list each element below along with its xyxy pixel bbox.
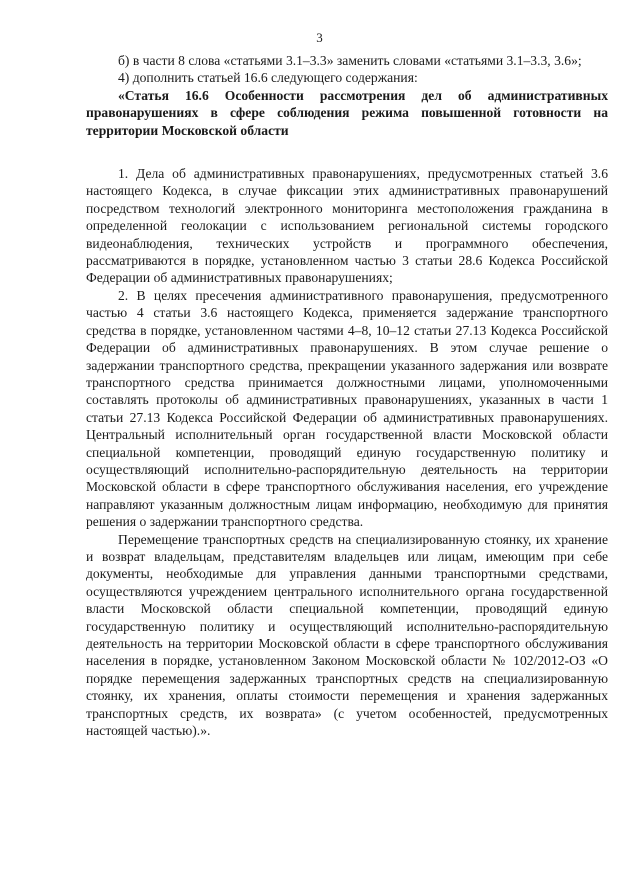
article-paragraph-3: Перемещение транспортных средств на специализированную стоянку, их хранение и возврат владельцам, представителям владельцев или лицам, имеющим при себе документы, необходимые для управления данными транспортными средствами, осуществляются учреждением центрального исполнительного органа государственной власти Московской области специальной компетенции, проводящий единую государственную политику и осуществляющий исполнительно-распорядительную деятельность на территории Московской области в сфере транспортного обслуживания населения в порядке, установленном Законом Московской области № 102/2012-ОЗ «О порядке перемещения задержанных транспортных средств на специализированную стоянку, их хранения, оплаты стоимости перемещения и хранения задержанных транспортных средств, их возврата» (с учетом особенностей, предусмотренных настоящей частью).».	[86, 531, 608, 739]
article-heading: «Статья 16.6 Особенности рассмотрения дел об административных правонарушениях в сфере соблюдения режима повышенной готовности на территории Московской области	[86, 87, 608, 138]
article-point-1: 1. Дела об административных правонарушениях, предусмотренных статьей 3.6 настоящего Кодекса, в случае фиксации этих административных правонарушений посредством технологий электронного мониторинга местоположения гражданина в определенной геолокации с использованием региональной системы городского видеонаблюдения, технических устройств и программного обеспечения, рассматриваются в порядке, установленном частью 3 статьи 28.6 Кодекса Российской Федерации об административных правонарушениях;	[86, 166, 608, 286]
spacer	[86, 139, 608, 165]
document-body	[86, 52, 608, 739]
page-number: 3	[316, 30, 323, 45]
amendment-item-4: 4) дополнить статьей 16.6 следующего содержания:	[118, 70, 418, 86]
amendment-item-b: б) в части 8 слова «статьями 3.1–3.3» заменить словами «статьями 3.1–3.3, 3.6»;	[118, 53, 582, 68]
article-point-2: 2. В целях пресечения административного правонарушения, предусмотренного частью 4 статьи 3.6 настоящего Кодекса, применяется задержание транспортного средства в порядке, установленном частями 4–8, 10–12 статьи 27.13 Кодекса Российской Федерации об административных правонарушениях. В этом случае решение о задержании транспортного средства, прекращении указанного задержания или возврате транспортного средства принимается должностными лицами, уполномоченными составлять протоколы об административных правонарушениях, указанных в части 1 статьи 27.13 Кодекса Российской Федерации об административных правонарушениях. Центральный исполнительный орган государственной власти Московской области специальной компетенции, проводящий единую государственную политику и осуществляющий исполнительно-распорядительную деятельность на территории Московской области в сфере транспортного обслуживания населения, его учреждение направляют указанным должностным лицам информацию, необходимую для принятия решения о задержании транспортного средства.	[86, 287, 608, 530]
